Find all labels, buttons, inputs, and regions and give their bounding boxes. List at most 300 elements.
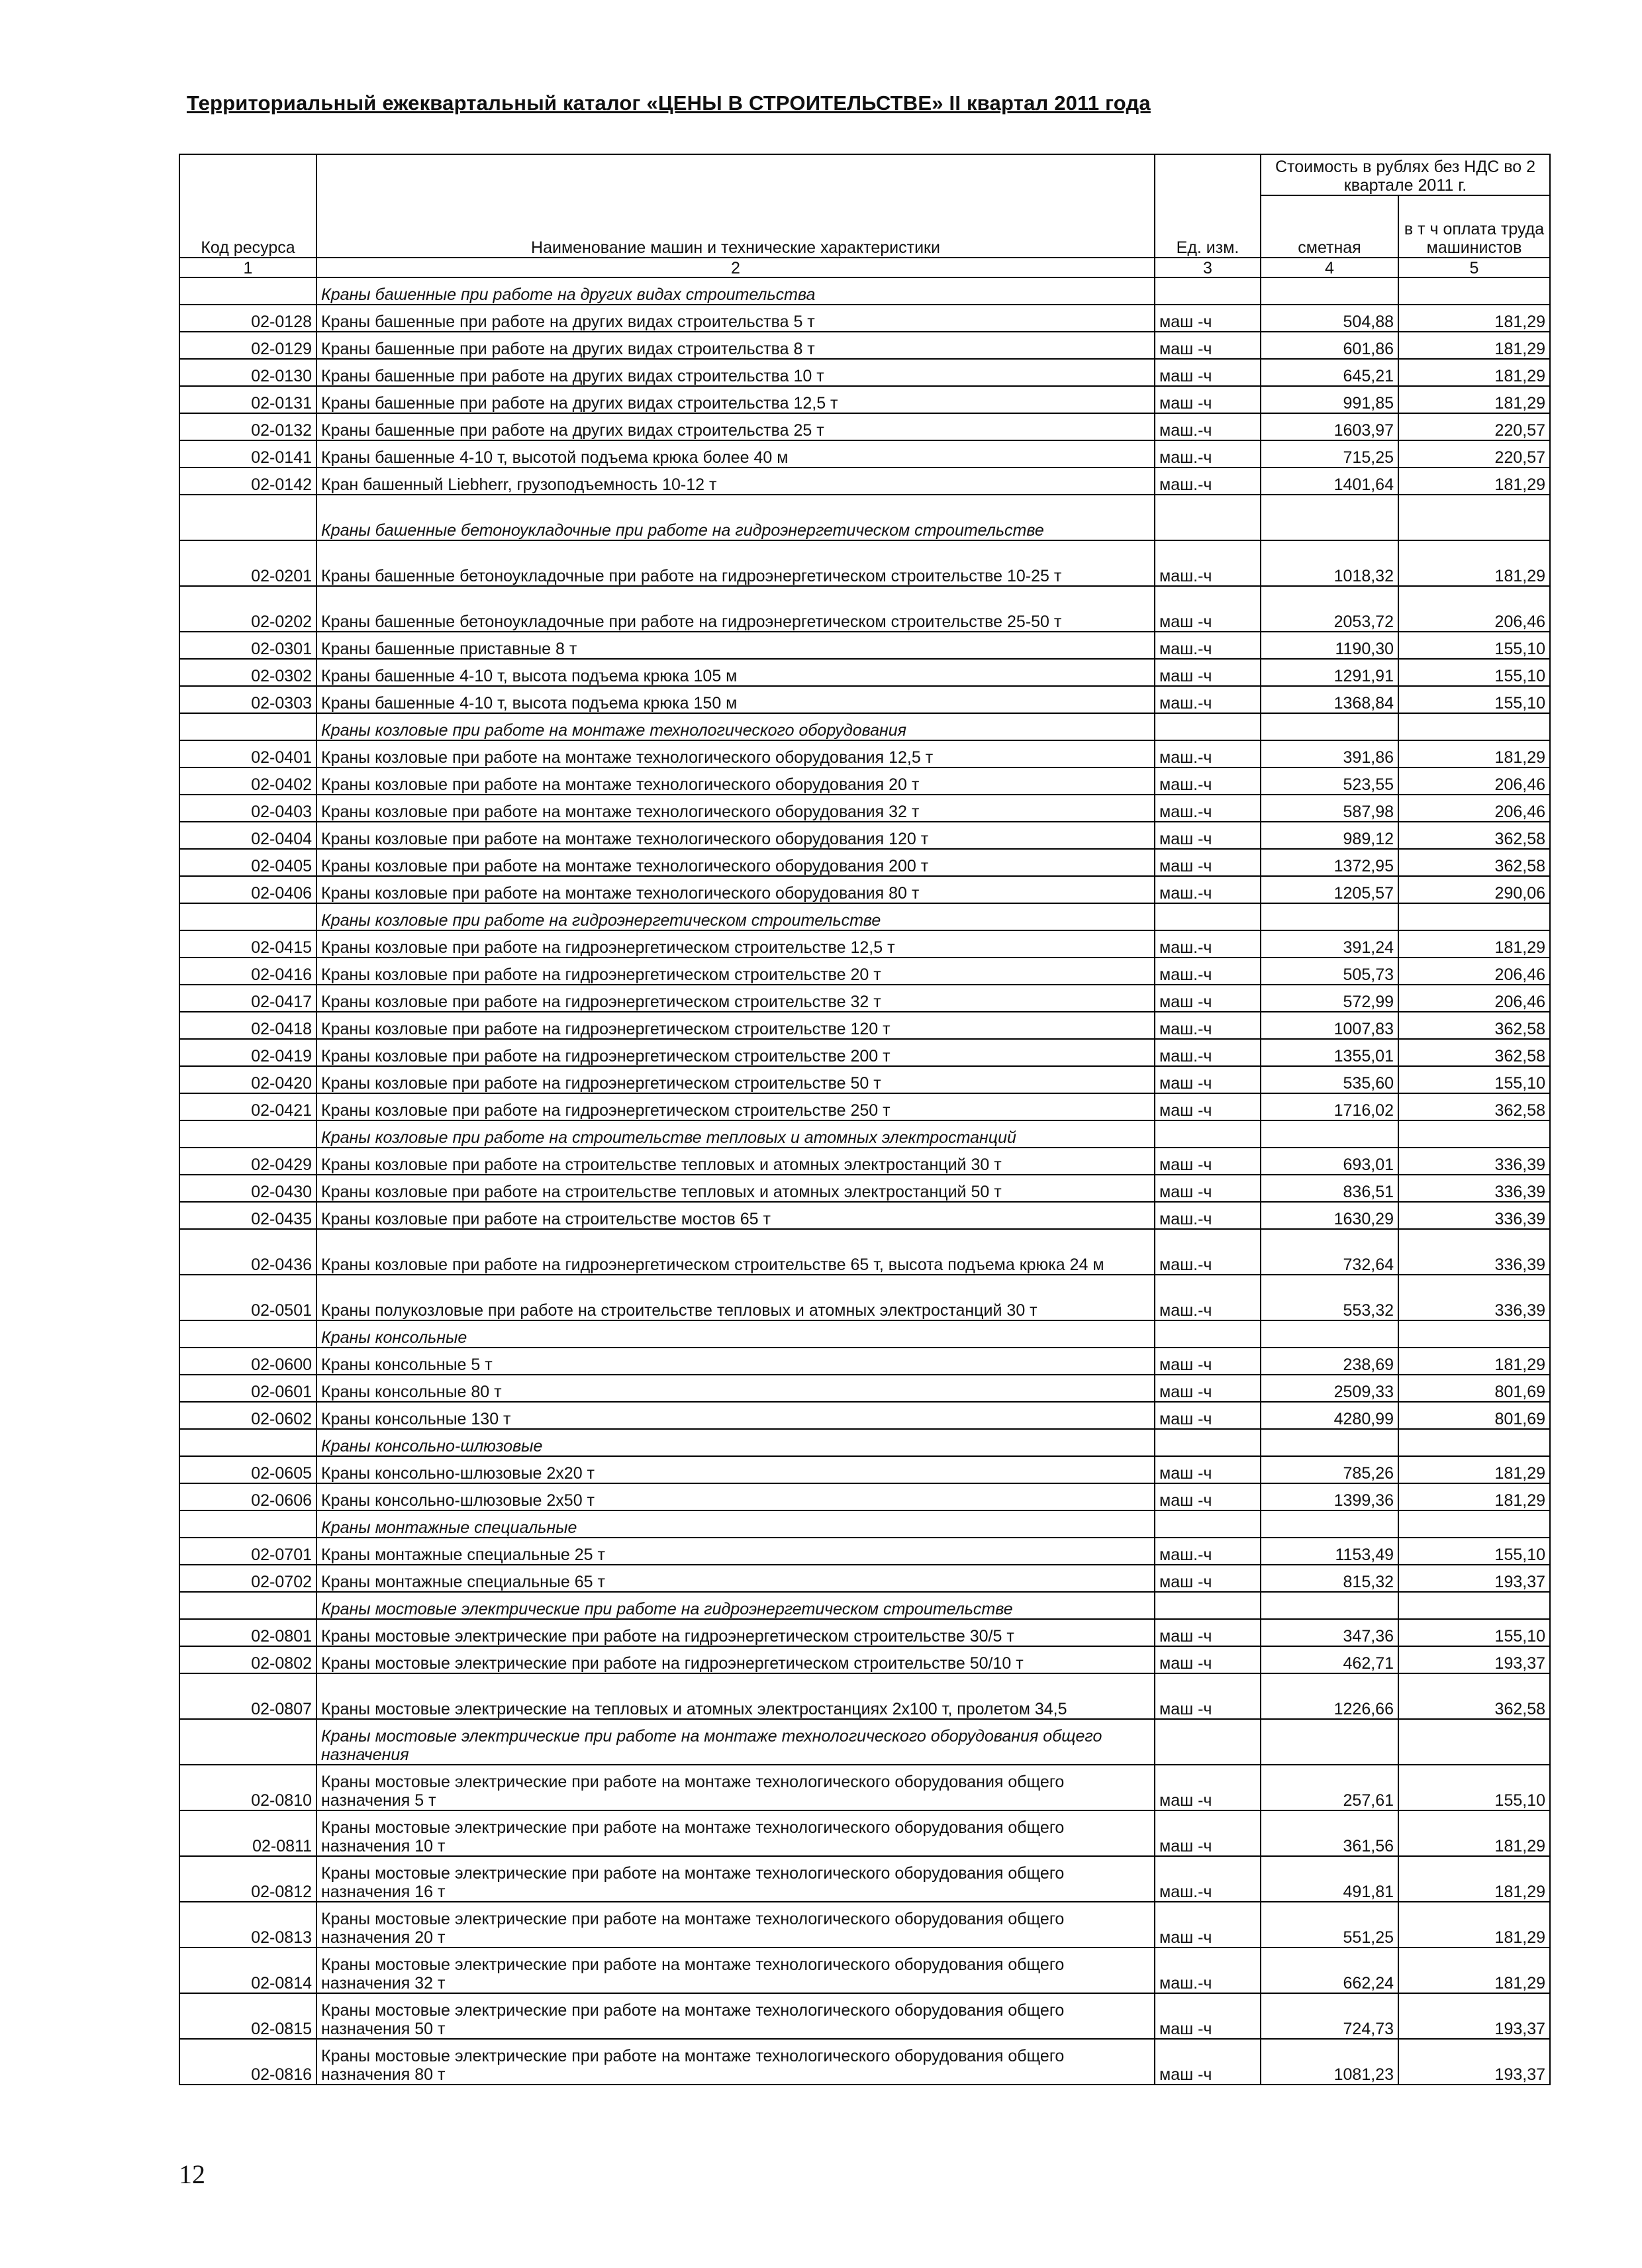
unit-cell: маш -ч	[1155, 586, 1261, 632]
group-price-cell	[1261, 1120, 1398, 1148]
group-header-row	[179, 1320, 1550, 1348]
group-code-cell	[179, 1592, 316, 1619]
table-row	[179, 1856, 1550, 1902]
wage-cell: 155,10	[1398, 1765, 1550, 1810]
table-row	[179, 1948, 1550, 1993]
group-price-cell	[1261, 277, 1398, 305]
group-code-cell	[179, 1510, 316, 1538]
page-title: Территориальный ежеквартальный каталог «ЦЕНЫ В СТРОИТЕЛЬСТВЕ» II квартал 2011 года	[187, 91, 1151, 115]
table-row	[179, 468, 1550, 495]
table-row	[179, 1673, 1550, 1719]
wage-cell: 181,29	[1398, 359, 1550, 386]
table-row	[179, 359, 1550, 386]
unit-cell: маш.-ч	[1155, 540, 1261, 586]
group-wage-cell	[1398, 495, 1550, 540]
unit-cell: маш -ч	[1155, 1765, 1261, 1810]
group-unit-cell	[1155, 713, 1261, 740]
wage-cell: 181,29	[1398, 468, 1550, 495]
group-price-cell	[1261, 1719, 1398, 1765]
unit-cell: маш -ч	[1155, 1093, 1261, 1120]
table-row	[179, 930, 1550, 958]
machine-name: Краны козловые при работе на монтаже технологического оборудования 20 т	[316, 767, 1155, 795]
group-wage-cell	[1398, 277, 1550, 305]
resource-code: 02-0417	[179, 985, 316, 1012]
table-row	[179, 686, 1550, 713]
group-wage-cell	[1398, 1510, 1550, 1538]
group-title: Краны башенные при работе на других видах строительства	[316, 277, 1155, 305]
header-estimated: сметная	[1261, 195, 1398, 258]
resource-code: 02-0415	[179, 930, 316, 958]
machine-name: Краны мостовые электрические при работе на монтаже технологического оборудования общего назначения 10 т	[316, 1810, 1155, 1856]
wage-cell: 181,29	[1398, 540, 1550, 586]
group-unit-cell	[1155, 1719, 1261, 1765]
machine-name: Краны козловые при работе на гидроэнергетическом строительстве 200 т	[316, 1039, 1155, 1066]
price-cell: 724,73	[1261, 1993, 1398, 2039]
price-cell: 491,81	[1261, 1856, 1398, 1902]
resource-code: 02-0811	[179, 1810, 316, 1856]
group-wage-cell	[1398, 1320, 1550, 1348]
machine-name: Краны мостовые электрические при работе на монтаже технологического оборудования общего назначения 20 т	[316, 1902, 1155, 1948]
resource-code: 02-0405	[179, 849, 316, 876]
table-row	[179, 985, 1550, 1012]
machine-name: Краны мостовые электрические при работе на гидроэнергетическом строительстве 50/10 т	[316, 1646, 1155, 1673]
machine-name: Краны консольные 5 т	[316, 1348, 1155, 1375]
unit-cell: маш -ч	[1155, 359, 1261, 386]
price-cell: 715,25	[1261, 440, 1398, 468]
group-unit-cell	[1155, 1120, 1261, 1148]
group-header-row	[179, 1429, 1550, 1456]
resource-code: 02-0201	[179, 540, 316, 586]
unit-cell: маш -ч	[1155, 849, 1261, 876]
price-cell: 504,88	[1261, 305, 1398, 332]
table-row	[179, 1810, 1550, 1856]
machine-name: Краны козловые при работе на гидроэнергетическом строительстве 20 т	[316, 958, 1155, 985]
machine-name: Краны консольные 80 т	[316, 1375, 1155, 1402]
wage-cell: 155,10	[1398, 686, 1550, 713]
group-wage-cell	[1398, 1719, 1550, 1765]
header-wages: в т ч оплата труда машинистов	[1398, 195, 1550, 258]
machine-name: Краны башенные бетоноукладочные при работе на гидроэнергетическом строительстве 10-25 т	[316, 540, 1155, 586]
unit-cell: маш.-ч	[1155, 686, 1261, 713]
price-cell: 1355,01	[1261, 1039, 1398, 1066]
wage-cell: 336,39	[1398, 1275, 1550, 1320]
resource-code: 02-0402	[179, 767, 316, 795]
wage-cell: 362,58	[1398, 1093, 1550, 1120]
wage-cell: 181,29	[1398, 1483, 1550, 1510]
resource-code: 02-0303	[179, 686, 316, 713]
machine-name: Краны консольно-шлюзовые 2х50 т	[316, 1483, 1155, 1510]
price-cell: 391,86	[1261, 740, 1398, 767]
group-wage-cell	[1398, 713, 1550, 740]
machine-name: Краны башенные при работе на других видах строительства 12,5 т	[316, 386, 1155, 413]
machine-name: Краны козловые при работе на гидроэнергетическом строительстве 32 т	[316, 985, 1155, 1012]
machine-name: Краны мостовые электрические на тепловых и атомных электростанциях 2х100 т, пролетом 34,5	[316, 1673, 1155, 1719]
wage-cell: 155,10	[1398, 632, 1550, 659]
unit-cell: маш -ч	[1155, 1402, 1261, 1429]
wage-cell: 362,58	[1398, 1012, 1550, 1039]
table-row	[179, 822, 1550, 849]
resource-code: 02-0404	[179, 822, 316, 849]
resource-code: 02-0812	[179, 1856, 316, 1902]
unit-cell: маш -ч	[1155, 305, 1261, 332]
group-header-row	[179, 1120, 1550, 1148]
table-row	[179, 305, 1550, 332]
wage-cell: 155,10	[1398, 1066, 1550, 1093]
table-row	[179, 1646, 1550, 1673]
header-cost-group: Стоимость в рублях без НДС во 2 квартале 2011 г.	[1261, 154, 1550, 195]
resource-code: 02-0129	[179, 332, 316, 359]
wage-cell: 362,58	[1398, 1039, 1550, 1066]
table-row	[179, 1993, 1550, 2039]
group-code-cell	[179, 713, 316, 740]
machine-name: Краны козловые при работе на гидроэнергетическом строительстве 12,5 т	[316, 930, 1155, 958]
price-cell: 991,85	[1261, 386, 1398, 413]
machine-name: Краны козловые при работе на гидроэнергетическом строительстве 50 т	[316, 1066, 1155, 1093]
group-price-cell	[1261, 1320, 1398, 1348]
resource-code: 02-0435	[179, 1202, 316, 1229]
resource-code: 02-0701	[179, 1538, 316, 1565]
group-header-row	[179, 1510, 1550, 1538]
group-title: Краны козловые при работе на монтаже технологического оборудования	[316, 713, 1155, 740]
wage-cell: 801,69	[1398, 1375, 1550, 1402]
machine-name: Краны башенные при работе на других видах строительства 25 т	[316, 413, 1155, 440]
group-unit-cell	[1155, 495, 1261, 540]
resource-code: 02-0501	[179, 1275, 316, 1320]
machine-name: Краны козловые при работе на монтаже технологического оборудования 120 т	[316, 822, 1155, 849]
wage-cell: 155,10	[1398, 659, 1550, 686]
group-unit-cell	[1155, 1592, 1261, 1619]
unit-cell: маш.-ч	[1155, 413, 1261, 440]
machine-name: Краны консольные 130 т	[316, 1402, 1155, 1429]
table-row	[179, 1375, 1550, 1402]
group-code-cell	[179, 1120, 316, 1148]
table-row	[179, 586, 1550, 632]
table-row	[179, 413, 1550, 440]
machine-name: Краны козловые при работе на строительстве тепловых и атомных электростанций 30 т	[316, 1148, 1155, 1175]
unit-cell: маш -ч	[1155, 659, 1261, 686]
unit-cell: маш -ч	[1155, 1646, 1261, 1673]
group-title: Краны башенные бетоноукладочные при работе на гидроэнергетическом строительстве	[316, 495, 1155, 540]
table-row	[179, 1039, 1550, 1066]
price-cell: 1401,64	[1261, 468, 1398, 495]
resource-code: 02-0430	[179, 1175, 316, 1202]
wage-cell: 155,10	[1398, 1538, 1550, 1565]
machine-name: Краны козловые при работе на монтаже технологического оборудования 80 т	[316, 876, 1155, 903]
unit-cell: маш -ч	[1155, 1175, 1261, 1202]
unit-cell: маш -ч	[1155, 332, 1261, 359]
machine-name: Краны полукозловые при работе на строительстве тепловых и атомных электростанций 30 т	[316, 1275, 1155, 1320]
table-row	[179, 1765, 1550, 1810]
machine-name: Краны монтажные специальные 25 т	[316, 1538, 1155, 1565]
machine-name: Краны козловые при работе на строительстве мостов 65 т	[316, 1202, 1155, 1229]
wage-cell: 181,29	[1398, 332, 1550, 359]
unit-cell: маш -ч	[1155, 822, 1261, 849]
resource-code: 02-0807	[179, 1673, 316, 1719]
wage-cell: 290,06	[1398, 876, 1550, 903]
unit-cell: маш.-ч	[1155, 1039, 1261, 1066]
group-code-cell	[179, 1320, 316, 1348]
table-row	[179, 1093, 1550, 1120]
group-unit-cell	[1155, 277, 1261, 305]
resource-code: 02-0130	[179, 359, 316, 386]
price-cell: 1081,23	[1261, 2039, 1398, 2085]
unit-cell: маш.-ч	[1155, 468, 1261, 495]
group-code-cell	[179, 277, 316, 305]
wage-cell: 181,29	[1398, 1902, 1550, 1948]
wage-cell: 206,46	[1398, 586, 1550, 632]
col-index-5: 5	[1398, 258, 1550, 277]
wage-cell: 181,29	[1398, 1948, 1550, 1993]
price-cell: 553,32	[1261, 1275, 1398, 1320]
table-row	[179, 1348, 1550, 1375]
wage-cell: 801,69	[1398, 1402, 1550, 1429]
table-row	[179, 795, 1550, 822]
price-cell: 732,64	[1261, 1229, 1398, 1275]
resource-code: 02-0801	[179, 1619, 316, 1646]
group-price-cell	[1261, 903, 1398, 930]
group-unit-cell	[1155, 1320, 1261, 1348]
table-row	[179, 1275, 1550, 1320]
unit-cell: маш.-ч	[1155, 1229, 1261, 1275]
group-price-cell	[1261, 713, 1398, 740]
wage-cell: 181,29	[1398, 1456, 1550, 1483]
resource-code: 02-0702	[179, 1565, 316, 1592]
group-price-cell	[1261, 1592, 1398, 1619]
price-cell: 1603,97	[1261, 413, 1398, 440]
table-row	[179, 1202, 1550, 1229]
header-code: Код ресурса	[179, 154, 316, 258]
table-row	[179, 849, 1550, 876]
price-cell: 347,36	[1261, 1619, 1398, 1646]
group-title: Краны козловые при работе на гидроэнергетическом строительстве	[316, 903, 1155, 930]
price-cell: 535,60	[1261, 1066, 1398, 1093]
wage-cell: 193,37	[1398, 1993, 1550, 2039]
wage-cell: 336,39	[1398, 1148, 1550, 1175]
price-cell: 505,73	[1261, 958, 1398, 985]
table-row	[179, 1402, 1550, 1429]
price-cell: 1007,83	[1261, 1012, 1398, 1039]
price-cell: 257,61	[1261, 1765, 1398, 1810]
table-row	[179, 1483, 1550, 1510]
group-header-row	[179, 495, 1550, 540]
price-cell: 551,25	[1261, 1902, 1398, 1948]
resource-code: 02-0202	[179, 586, 316, 632]
unit-cell: маш -ч	[1155, 1348, 1261, 1375]
group-header-row	[179, 903, 1550, 930]
wage-cell: 181,29	[1398, 305, 1550, 332]
resource-code: 02-0416	[179, 958, 316, 985]
unit-cell: маш -ч	[1155, 2039, 1261, 2085]
wage-cell: 206,46	[1398, 958, 1550, 985]
resource-code: 02-0418	[179, 1012, 316, 1039]
group-wage-cell	[1398, 1120, 1550, 1148]
price-cell: 462,71	[1261, 1646, 1398, 1673]
unit-cell: маш -ч	[1155, 1148, 1261, 1175]
group-code-cell	[179, 1429, 316, 1456]
wage-cell: 181,29	[1398, 740, 1550, 767]
machine-name: Краны мостовые электрические при работе на монтаже технологического оборудования общего назначения 80 т	[316, 2039, 1155, 2085]
unit-cell: маш.-ч	[1155, 1202, 1261, 1229]
resource-code: 02-0141	[179, 440, 316, 468]
group-title: Краны монтажные специальные	[316, 1510, 1155, 1538]
price-cell: 693,01	[1261, 1148, 1398, 1175]
price-cell: 815,32	[1261, 1565, 1398, 1592]
table-row	[179, 1565, 1550, 1592]
machine-name: Краны козловые при работе на монтаже технологического оборудования 12,5 т	[316, 740, 1155, 767]
machine-name: Краны мостовые электрические при работе на монтаже технологического оборудования общего назначения 5 т	[316, 1765, 1155, 1810]
group-unit-cell	[1155, 1429, 1261, 1456]
machine-name: Краны козловые при работе на гидроэнергетическом строительстве 65 т, высота подъема крюка 24 м	[316, 1229, 1155, 1275]
wage-cell: 362,58	[1398, 1673, 1550, 1719]
resource-code: 02-0606	[179, 1483, 316, 1510]
group-price-cell	[1261, 1429, 1398, 1456]
unit-cell: маш -ч	[1155, 1993, 1261, 2039]
unit-cell: маш.-ч	[1155, 1275, 1261, 1320]
price-cell: 1190,30	[1261, 632, 1398, 659]
resource-code: 02-0406	[179, 876, 316, 903]
price-cell: 1205,57	[1261, 876, 1398, 903]
unit-cell: маш.-ч	[1155, 632, 1261, 659]
group-code-cell	[179, 903, 316, 930]
group-title: Краны козловые при работе на строительстве тепловых и атомных электростанций	[316, 1120, 1155, 1148]
wage-cell: 193,37	[1398, 1646, 1550, 1673]
price-cell: 587,98	[1261, 795, 1398, 822]
machine-name: Краны монтажные специальные 65 т	[316, 1565, 1155, 1592]
unit-cell: маш -ч	[1155, 1375, 1261, 1402]
machine-name: Краны козловые при работе на монтаже технологического оборудования 32 т	[316, 795, 1155, 822]
resource-code: 02-0602	[179, 1402, 316, 1429]
group-code-cell	[179, 495, 316, 540]
resource-code: 02-0302	[179, 659, 316, 686]
header-unit: Ед. изм.	[1155, 154, 1261, 258]
group-title: Краны консольные	[316, 1320, 1155, 1348]
unit-cell: маш.-ч	[1155, 1012, 1261, 1039]
price-cell: 1399,36	[1261, 1483, 1398, 1510]
table-row	[179, 540, 1550, 586]
machine-name: Краны башенные при работе на других видах строительства 10 т	[316, 359, 1155, 386]
table-row	[179, 632, 1550, 659]
unit-cell: маш -ч	[1155, 1066, 1261, 1093]
machine-name: Кран башенный Liebherr, грузоподъемность 10-12 т	[316, 468, 1155, 495]
price-cell: 662,24	[1261, 1948, 1398, 1993]
table-row	[179, 1619, 1550, 1646]
machine-name: Краны мостовые электрические при работе на монтаже технологического оборудования общего назначения 32 т	[316, 1948, 1155, 1993]
wage-cell: 220,57	[1398, 440, 1550, 468]
price-table	[179, 154, 1551, 2085]
unit-cell: маш -ч	[1155, 1810, 1261, 1856]
machine-name: Краны козловые при работе на гидроэнергетическом строительстве 250 т	[316, 1093, 1155, 1120]
col-index-2: 2	[316, 258, 1155, 277]
machine-name: Краны козловые при работе на гидроэнергетическом строительстве 120 т	[316, 1012, 1155, 1039]
table-row	[179, 332, 1550, 359]
unit-cell: маш.-ч	[1155, 767, 1261, 795]
wage-cell: 181,29	[1398, 930, 1550, 958]
resource-code: 02-0816	[179, 2039, 316, 2085]
resource-code: 02-0401	[179, 740, 316, 767]
wage-cell: 155,10	[1398, 1619, 1550, 1646]
table-row	[179, 1538, 1550, 1565]
resource-code: 02-0605	[179, 1456, 316, 1483]
price-cell: 572,99	[1261, 985, 1398, 1012]
machine-name: Краны башенные приставные 8 т	[316, 632, 1155, 659]
wage-cell: 181,29	[1398, 1856, 1550, 1902]
group-unit-cell	[1155, 903, 1261, 930]
header-name: Наименование машин и технические характеристики	[316, 154, 1155, 258]
wage-cell: 181,29	[1398, 1348, 1550, 1375]
machine-name: Краны мостовые электрические при работе на монтаже технологического оборудования общего назначения 16 т	[316, 1856, 1155, 1902]
page-number: 12	[179, 2159, 205, 2189]
group-title: Краны консольно-шлюзовые	[316, 1429, 1155, 1456]
machine-name: Краны козловые при работе на монтаже технологического оборудования 200 т	[316, 849, 1155, 876]
price-cell: 238,69	[1261, 1348, 1398, 1375]
group-header-row	[179, 1719, 1550, 1765]
group-title: Краны мостовые электрические при работе на гидроэнергетическом строительстве	[316, 1592, 1155, 1619]
resource-code: 02-0813	[179, 1902, 316, 1948]
resource-code: 02-0421	[179, 1093, 316, 1120]
group-price-cell	[1261, 495, 1398, 540]
wage-cell: 181,29	[1398, 386, 1550, 413]
wage-cell: 206,46	[1398, 985, 1550, 1012]
table-row	[179, 767, 1550, 795]
price-cell: 1153,49	[1261, 1538, 1398, 1565]
col-index-3: 3	[1155, 258, 1261, 277]
table-row	[179, 958, 1550, 985]
resource-code: 02-0403	[179, 795, 316, 822]
unit-cell: маш -ч	[1155, 985, 1261, 1012]
wage-cell: 206,46	[1398, 767, 1550, 795]
resource-code: 02-0600	[179, 1348, 316, 1375]
resource-code: 02-0132	[179, 413, 316, 440]
price-cell: 2053,72	[1261, 586, 1398, 632]
resource-code: 02-0601	[179, 1375, 316, 1402]
unit-cell: маш -ч	[1155, 1619, 1261, 1646]
table-row	[179, 2039, 1550, 2085]
unit-cell: маш.-ч	[1155, 1856, 1261, 1902]
resource-code: 02-0142	[179, 468, 316, 495]
resource-code: 02-0420	[179, 1066, 316, 1093]
group-wage-cell	[1398, 1592, 1550, 1619]
machine-name: Краны башенные при работе на других видах строительства 8 т	[316, 332, 1155, 359]
price-cell: 1716,02	[1261, 1093, 1398, 1120]
price-cell: 1291,91	[1261, 659, 1398, 686]
price-cell: 989,12	[1261, 822, 1398, 849]
table-row	[179, 440, 1550, 468]
machine-name: Краны башенные 4-10 т, высота подъема крюка 150 м	[316, 686, 1155, 713]
price-cell: 1018,32	[1261, 540, 1398, 586]
price-cell: 1368,84	[1261, 686, 1398, 713]
unit-cell: маш.-ч	[1155, 740, 1261, 767]
table-row	[179, 1456, 1550, 1483]
wage-cell: 336,39	[1398, 1175, 1550, 1202]
machine-name: Краны башенные 4-10 т, высота подъема крюка 105 м	[316, 659, 1155, 686]
wage-cell: 336,39	[1398, 1229, 1550, 1275]
col-index-1: 1	[179, 258, 316, 277]
unit-cell: маш.-ч	[1155, 876, 1261, 903]
price-cell: 2509,33	[1261, 1375, 1398, 1402]
price-cell: 1226,66	[1261, 1673, 1398, 1719]
machine-name: Краны козловые при работе на строительстве тепловых и атомных электростанций 50 т	[316, 1175, 1155, 1202]
resource-code: 02-0419	[179, 1039, 316, 1066]
group-code-cell	[179, 1719, 316, 1765]
unit-cell: маш -ч	[1155, 1902, 1261, 1948]
unit-cell: маш.-ч	[1155, 1948, 1261, 1993]
group-header-row	[179, 1592, 1550, 1619]
price-cell: 1630,29	[1261, 1202, 1398, 1229]
table-row	[179, 1229, 1550, 1275]
table-row	[179, 659, 1550, 686]
unit-cell: маш -ч	[1155, 1456, 1261, 1483]
wage-cell: 181,29	[1398, 1810, 1550, 1856]
